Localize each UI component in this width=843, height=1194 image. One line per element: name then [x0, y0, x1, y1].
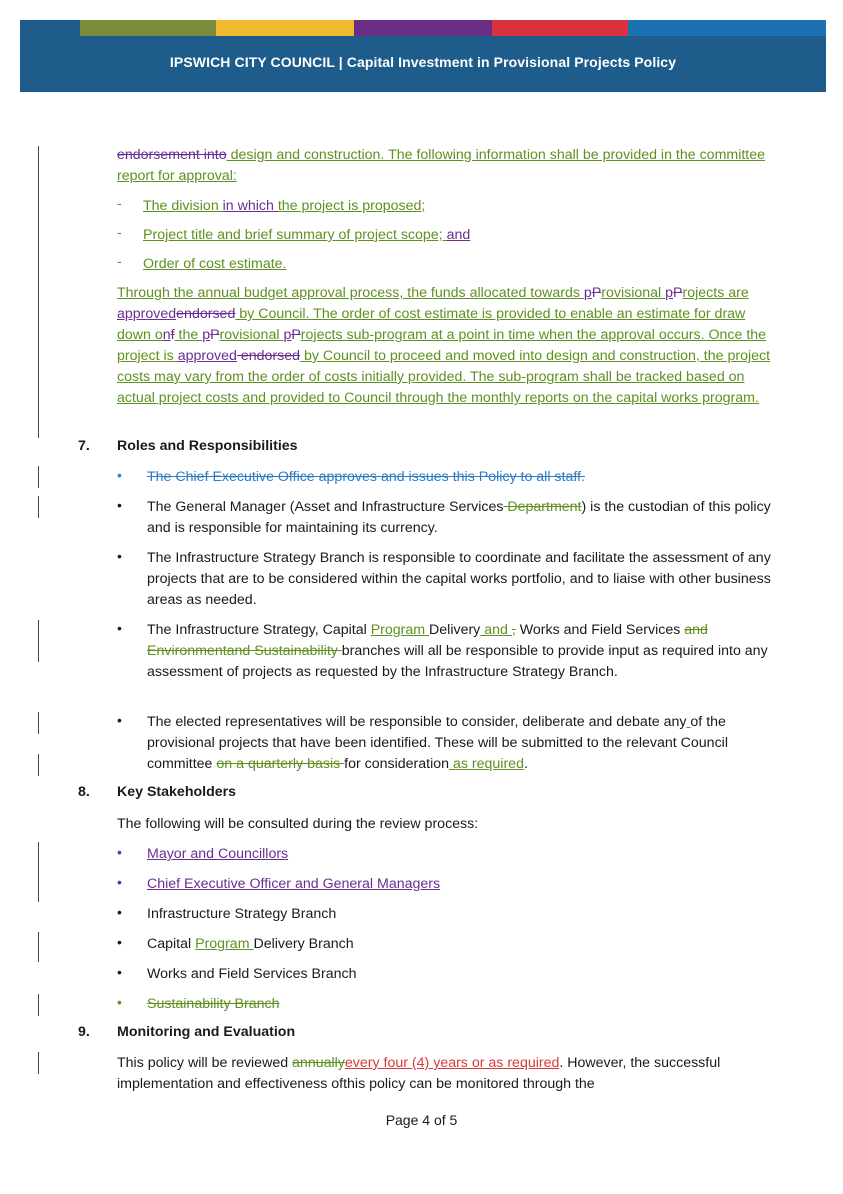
color-stripe-olive	[80, 20, 216, 36]
stakeholder-item: Capital Program Delivery Branch	[147, 936, 354, 952]
bullet-icon: •	[117, 874, 122, 890]
stakeholders-intro: The following will be consulted during the review process:	[117, 816, 479, 832]
bullet-icon: •	[117, 712, 122, 728]
change-bar	[38, 842, 39, 902]
section-heading-monitoring: Monitoring and Evaluation	[117, 1024, 296, 1040]
bullet-icon: •	[117, 548, 122, 564]
color-stripe-yellow	[216, 20, 354, 36]
section-number: 9.	[78, 1024, 90, 1040]
page-number: Page 4 of 5	[385, 1112, 458, 1128]
inserted-text: design and construction. The following information shall be provided in the committee report for approval:	[117, 147, 766, 184]
bullet-icon: •	[117, 497, 122, 513]
role-item-branches: The Infrastructure Strategy, Capital Program Delivery and , Works and Field Services and Environmentand Sustainability branches will all be responsible to provide input as required into any assessment of projects as requested by the Infrastructure Strategy Branch.	[147, 622, 768, 680]
bullet-icon: •	[117, 620, 122, 636]
bullet-icon: •	[117, 934, 122, 950]
bullet-icon: •	[117, 994, 122, 1010]
stakeholder-item: Mayor and Councillors	[147, 846, 289, 862]
deleted-text: endorsement into	[117, 147, 227, 163]
stakeholder-item: Sustainability Branch	[147, 996, 280, 1012]
section-number: 8.	[78, 784, 90, 800]
bullet-icon: •	[117, 964, 122, 980]
color-stripe-red	[492, 20, 628, 36]
role-item-infrastructure-strategy: The Infrastructure Strategy Branch is responsible to coordinate and facilitate the assessment of any projects that are to be considered within the capital works portfolio, and to liaise with other business areas as needed.	[147, 550, 771, 608]
color-stripe-blue	[628, 20, 826, 36]
bullet-icon: •	[117, 844, 122, 860]
section-heading-stakeholders: Key Stakeholders	[117, 784, 237, 800]
header-title: IPSWICH CITY COUNCIL | Capital Investment in Provisional Projects Policy	[169, 54, 677, 70]
bullet-icon: •	[117, 467, 122, 483]
intro-paragraph	[117, 145, 777, 187]
stakeholder-item: Works and Field Services Branch	[147, 966, 357, 982]
change-bar	[38, 146, 39, 438]
dash-item-division: The division in which the project is proposed;	[143, 198, 426, 214]
dash-marker: -	[117, 254, 122, 270]
page-header-banner	[20, 20, 826, 92]
dash-marker: -	[117, 196, 122, 212]
stakeholder-item: Infrastructure Strategy Branch	[147, 906, 337, 922]
change-bar	[38, 496, 39, 518]
change-bar	[38, 620, 39, 662]
role-item-ceo: The Chief Executive Office approves and issues this Policy to all staff.	[147, 469, 585, 485]
change-bar	[38, 466, 39, 488]
role-item-general-manager: The General Manager (Asset and Infrastructure Services Department) is the custodian of this policy and is responsible for maintaining its currency.	[147, 499, 771, 536]
dash-item-cost: Order of cost estimate.	[143, 256, 287, 272]
dash-item-title: Project title and brief summary of project scope; and	[143, 227, 471, 243]
budget-paragraph: Through the annual budget approval process, the funds allocated towards pProvisional pProjects are approvedendorsed by Council. The order of cost estimate is provided to enable an estimate for draw down onf the pProvisional pProjects sub-program at a point in time when the approval occurs. Once the project is approved endorsed by Council to proceed and moved into design and construction, the project costs may vary from the order of costs initially provided. The sub-program shall be tracked based on actual project costs and provided to Council through the monthly reports on the capital works program.	[117, 285, 771, 406]
color-stripe-purple	[354, 20, 492, 36]
section-number: 7.	[78, 438, 90, 454]
bullet-icon: •	[117, 904, 122, 920]
monitoring-paragraph: This policy will be reviewed annuallyevery four (4) years or as required. However, the successful implementation and effectiveness ofthis policy can be monitored through the	[117, 1055, 721, 1092]
change-bar	[38, 712, 39, 734]
change-bar	[38, 1052, 39, 1074]
change-bar	[38, 994, 39, 1016]
dash-marker: -	[117, 225, 122, 241]
role-item-elected-representatives: The elected representatives will be responsible to consider, deliberate and debate any of the provisional projects that have been identified. These will be submitted to the relevant Council committee on a quarterly basis for consideration as required.	[147, 714, 728, 772]
section-heading-roles: Roles and Responsibilities	[117, 438, 298, 454]
change-bar	[38, 932, 39, 962]
stakeholder-item: Chief Executive Officer and General Managers	[147, 876, 441, 892]
change-bar	[38, 754, 39, 776]
